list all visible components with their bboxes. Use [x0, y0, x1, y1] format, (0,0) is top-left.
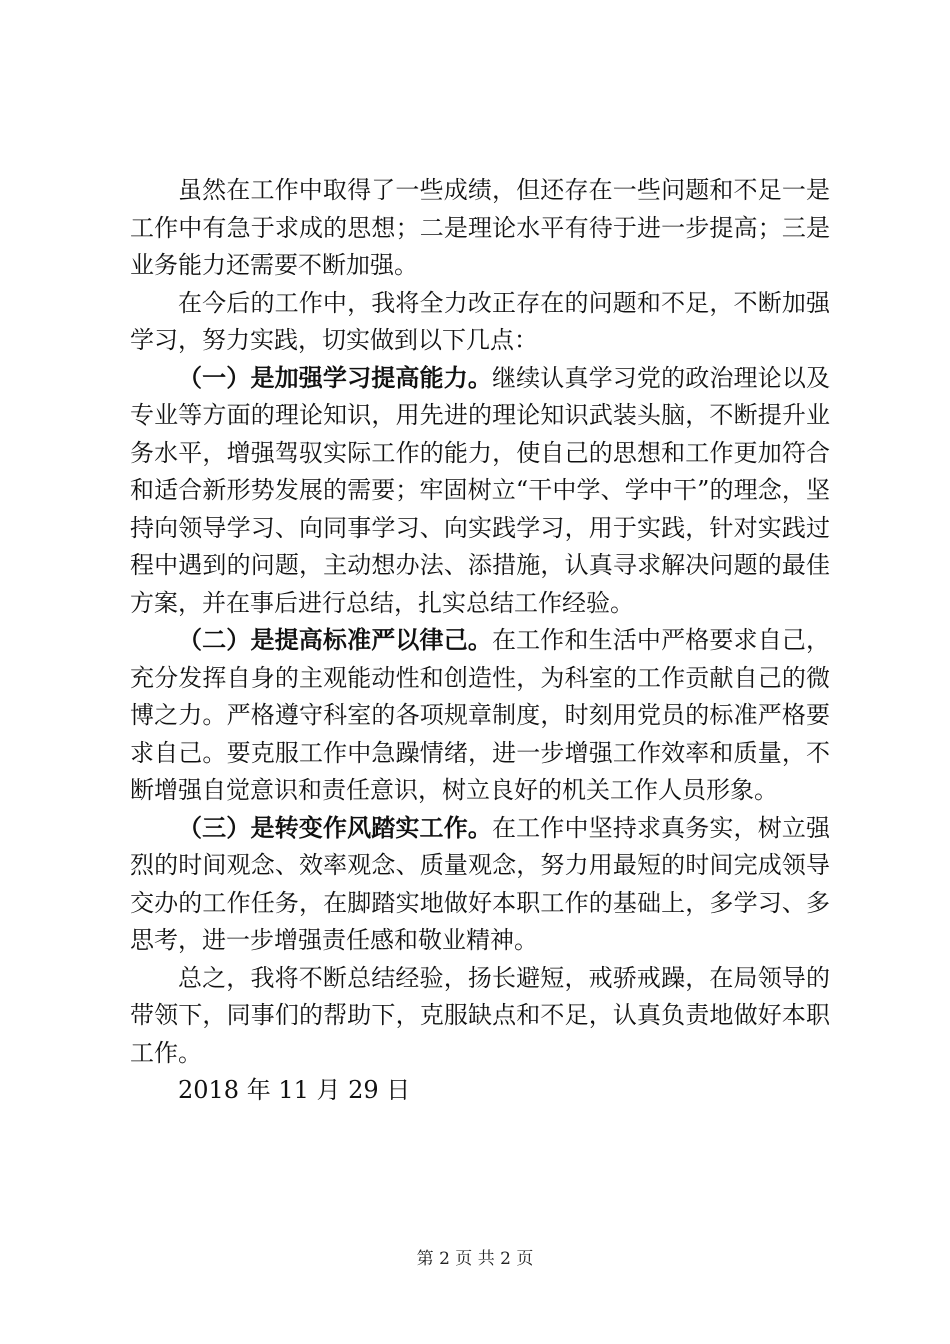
- paragraph-plan-intro: [130, 285, 830, 360]
- paragraph-shortcomings: [130, 172, 830, 285]
- paragraph-point-one: [130, 360, 830, 623]
- paragraph-text: 总之，我将不断总结经验，扬长避短，戒骄戒躁，在局领导的带领下，同事们的帮助下，克服缺点和不足，认真负责地做好本职工作。: [130, 963, 830, 1067]
- paragraph-lead: （一）是加强学习提高能力。: [178, 363, 492, 392]
- paragraph-lead: （二）是提高标准严以律己。: [178, 626, 492, 654]
- paragraph-point-two: [130, 622, 830, 810]
- paragraph-lead: （三）是转变作风踏实工作。: [178, 813, 492, 842]
- paragraph-text: 在工作和生活中严格要求自己，充分发挥自身的主观能动性和创造性，为科室的工作贡献自己的微博之力。严格遵守科室的各项规章制度，时刻用党员的标准严格要求自己。要克服工作中急躁情绪，进一步增强工作效率和质量，不断增强自觉意识和责任意识，树立良好的机关工作人员形象。: [130, 626, 830, 804]
- paragraph-text: 继续认真学习党的政治理论以及专业等方面的理论知识，用先进的理论知识武装头脑，不断提升业务水平，增强驾驭实际工作的能力，使自己的思想和工作更加符合和适合新形势发展的需要；牢固树立“干中学、学中干”的理念，坚持向领导学习、向同事学习、向实践学习，用于实践，针对实践过程中遇到的问题，主动想办法、添措施，认真寻求解决问题的最佳方案，并在事后进行总结，扎实总结工作经验。: [130, 363, 830, 617]
- paragraph-point-three: [130, 810, 830, 960]
- paragraph-text: 在今后的工作中，我将全力改正存在的问题和不足，不断加强学习，努力实践，切实做到以下几点：: [130, 288, 830, 354]
- paragraph-text: 虽然在工作中取得了一些成绩，但还存在一些问题和不足一是工作中有急于求成的思想；二是理论水平有待于进一步提高；三是业务能力还需要不断加强。: [130, 176, 830, 279]
- paragraph-conclusion: [130, 960, 830, 1073]
- page-footer: 第 2 页 共 2 页: [416, 1249, 534, 1269]
- document-date: 2018 年 11 月 29 日: [178, 1076, 411, 1104]
- document-body: [130, 172, 830, 1110]
- paragraph-text: 在工作中坚持求真务实，树立强烈的时间观念、效率观念、质量观念，努力用最短的时间完成领导交办的工作任务，在脚踏实地做好本职工作的基础上，多学习、多思考，进一步增强责任感和敬业精神。: [130, 813, 830, 954]
